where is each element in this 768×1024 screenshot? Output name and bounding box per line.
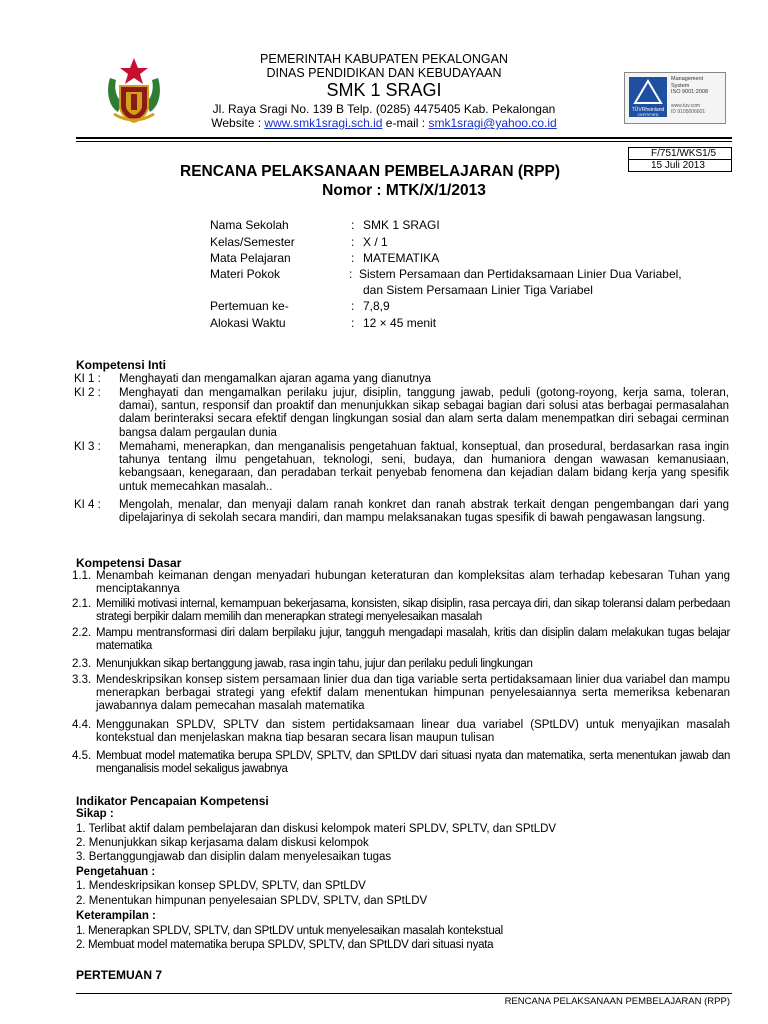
ipk-pengetahuan-item: 2. Menentukan himpunan penyelesaian SPLDV, SPLTV, dan SPtLDV	[76, 895, 428, 907]
kd-text: Menambah keimanan dengan menyadari hubungan keteraturan dan kompleksitas alam terhadap kebesaran Tuhan yang menciptakannya	[96, 570, 730, 596]
iso-url-text	[671, 103, 705, 115]
header-school-name: SMK 1 SRAGI	[326, 80, 442, 100]
identity-label: Materi Pokok	[210, 267, 281, 281]
ki-text: Menghayati dan mengamalkan perilaku jujur, disiplin, tanggung jawab, peduli (gotong-royong, kerja sama, toleran, damai), santun, responsif dan proaktif dan menunjukkan sikap sebagai bagian dari solusi atas berbagai permasalahan dalam berinteraksi secara efektif dengan lingkungan sosial dan alam serta dalam menempatkan diri sebagai cerminan bangsa dalam pergaulan dunia	[119, 387, 729, 439]
iso-text-line: Management	[671, 76, 704, 82]
document-title: RENCANA PELAKSANAAN PEMBELAJARAN (RPP)	[180, 163, 561, 180]
identity-colon: :	[349, 267, 353, 281]
identity-value-continued: dan Sistem Persamaan Linier Tiga Variabel	[363, 283, 593, 297]
kd-text: Menggunakan SPLDV, SPLTV dan sistem pertidaksamaan linear dua variabel (SPtLDV) untuk menyajikan masalah kontekstual dan menjelaskan makna tiap besaran secara lisan maupun tulisan	[96, 719, 730, 745]
identity-value: Sistem Persamaan dan Pertidaksamaan Linier Dua Variabel,	[359, 267, 682, 281]
identity-label: Nama Sekolah	[210, 218, 289, 232]
identity-value: SMK 1 SRAGI	[363, 218, 440, 232]
ipk-pengetahuan-heading: Pengetahuan :	[76, 866, 156, 878]
header-address: Jl. Raya Sragi No. 139 B Telp. (0285) 4475405 Kab. Pekalongan	[212, 102, 556, 116]
kd-text: Membuat model matematika berupa SPLDV, SPLTV, dan SPtLDV dari situasi nyata dan matematika, serta menentukan jawab dan menganalisis model sekaligus jawabnya	[96, 750, 730, 776]
ki-label: KI 1 :	[74, 373, 101, 385]
tuv-certification-icon	[629, 77, 667, 117]
kd-label: 4.5.	[72, 750, 92, 762]
ki-text: Menghayati dan mengamalkan ajaran agama yang dianutnya	[119, 373, 431, 385]
identity-label: Kelas/Semester	[210, 235, 295, 249]
kd-label: 2.3.	[72, 658, 92, 670]
identity-value: X / 1	[363, 235, 388, 249]
identity-colon: :	[351, 218, 355, 232]
kd-text: Memiliki motivasi internal, kemampuan bekerjasama, konsisten, sikap disiplin, rasa percaya diri, dan sikap toleransi dalam perbedaan strategi berpikir dalam memilih dan menerapkan strategi menyelesaikan masalah	[96, 598, 730, 624]
iso-brand-certified: CERTIFIED	[637, 112, 659, 117]
kd-heading: Kompetensi Dasar	[76, 556, 182, 570]
header-government: PEMERINTAH KABUPATEN PEKALONGAN	[260, 52, 508, 66]
iso-url-line: www.tuv.com	[671, 103, 701, 109]
kd-text: Menunjukkan sikap bertanggung jawab, rasa ingin tahu, jujur dan perilaku peduli lingkungan	[96, 658, 533, 670]
ipk-pengetahuan-item: 1. Mendeskripsikan konsep SPLDV, SPLTV, dan SPtLDV	[76, 880, 366, 892]
kd-label: 4.4.	[72, 719, 92, 731]
kd-label: 3.3.	[72, 674, 92, 686]
kd-text: Mendeskripsikan konsep sistem persamaan linier dua dan tiga variable serta pertidaksamaan linier dua variabel dan mampu menerapkan berbagai strategi yang efektif dalam menentukan himpunan penyelesaiannya serta memeriksa kebenaran jawabannya dalam pemecahan masalah matematika	[96, 674, 730, 713]
footer-text: RENCANA PELAKSANAAN PEMBELAJARAN (RPP)	[504, 996, 730, 1007]
iso-brand-name: TÜVRheinland	[631, 107, 665, 113]
form-code-box	[628, 147, 732, 172]
identity-colon: :	[351, 299, 355, 313]
ki-label: KI 3 :	[74, 441, 101, 453]
email-label: e-mail :	[385, 116, 426, 130]
identity-colon: :	[351, 235, 355, 249]
ki-heading: Kompetensi Inti	[76, 358, 167, 372]
identity-value: 7,8,9	[363, 299, 390, 313]
ipk-keterampilan-item: 2. Membuat model matematika berupa SPLDV, SPLTV, dan SPtLDV dari situasi nyata	[76, 939, 494, 951]
meeting-heading: PERTEMUAN 7	[76, 968, 163, 982]
document-number: Nomor : MTK/X/1/2013	[322, 182, 486, 199]
ipk-sikap-item: 1. Terlibat aktif dalam pembelajaran dan diskusi kelompok materi SPLDV, SPLTV, dan SPtLDV	[76, 823, 557, 835]
header-department: DINAS PENDIDIKAN DAN KEBUDAYAAN	[266, 66, 502, 80]
email-link[interactable]: smk1sragi@yahoo.co.id	[428, 116, 557, 130]
ki-text: Mengolah, menalar, dan menyaji dalam ranah konkret dan ranah abstrak terkait dengan pengembangan dari yang dipelajarinya di sekolah secara mandiri, dan mampu melaksanakan tugas spesifik di bawah pengawasan langsung.	[119, 499, 729, 525]
form-date: 15 Juli 2013	[629, 159, 731, 171]
iso-text-line: System	[671, 82, 690, 89]
ipk-keterampilan-heading: Keterampilan :	[76, 910, 156, 922]
website-label: Website :	[211, 116, 262, 130]
identity-label: Mata Pelajaran	[210, 251, 291, 265]
header-divider-thin	[76, 141, 732, 142]
ipk-keterampilan-item: 1. Menerapkan SPLDV, SPLTV, dan SPtLDV untuk menyelesaikan masalah kontekstual	[76, 925, 503, 937]
kd-label: 1.1.	[72, 570, 92, 582]
iso-certification-badge	[624, 72, 726, 124]
iso-standard-text	[671, 76, 708, 96]
identity-label: Alokasi Waktu	[210, 316, 286, 330]
ipk-sikap-item: 3. Bertanggungjawab dan disiplin dalam menyelesaikan tugas	[76, 851, 392, 863]
ki-label: KI 2 :	[74, 387, 101, 399]
form-code: F/751/WKS1/5	[651, 148, 717, 159]
website-link[interactable]: www.smk1sragi.sch.id	[264, 116, 383, 130]
kd-label: 2.1.	[72, 598, 92, 610]
identity-colon: :	[351, 316, 355, 330]
iso-text-line: ISO 9001:2008	[671, 89, 709, 95]
ki-text: Memahami, menerapkan, dan menganalisis pengetahuan faktual, konseptual, dan prosedural, berdasarkan rasa ingin tahunya tentang ilmu pengetahuan, teknologi, seni, budaya, dan humaniora dengan wawasan kemanusiaan, kebangsaan, kenegaraan, dan peradaban terkait penyebab fenomena dan kejadian dalam bidang kerja yang spesifik untuk memecahkan masalah..	[119, 441, 729, 493]
identity-value: MATEMATIKA	[363, 251, 440, 265]
ipk-sikap-item: 2. Menunjukkan sikap kerjasama dalam diskusi kelompok	[76, 837, 369, 849]
kd-text: Mampu mentransformasi diri dalam berpilaku jujur, tangguh mengadapi masalah, kritis dan disiplin dalam melakukan tugas belajar matematika	[96, 627, 730, 653]
ki-label: KI 4 :	[74, 499, 101, 511]
identity-colon: :	[351, 251, 355, 265]
ipk-heading: Indikator Pencapaian Kompetensi	[76, 794, 269, 808]
ipk-sikap-heading: Sikap :	[76, 808, 114, 820]
footer-divider	[76, 993, 732, 994]
kd-label: 2.2.	[72, 627, 92, 639]
header-divider	[76, 137, 732, 139]
identity-label: Pertemuan ke-	[210, 299, 289, 313]
identity-value: 12 × 45 menit	[363, 316, 437, 330]
iso-id-line: ID 9105006601	[671, 109, 706, 115]
